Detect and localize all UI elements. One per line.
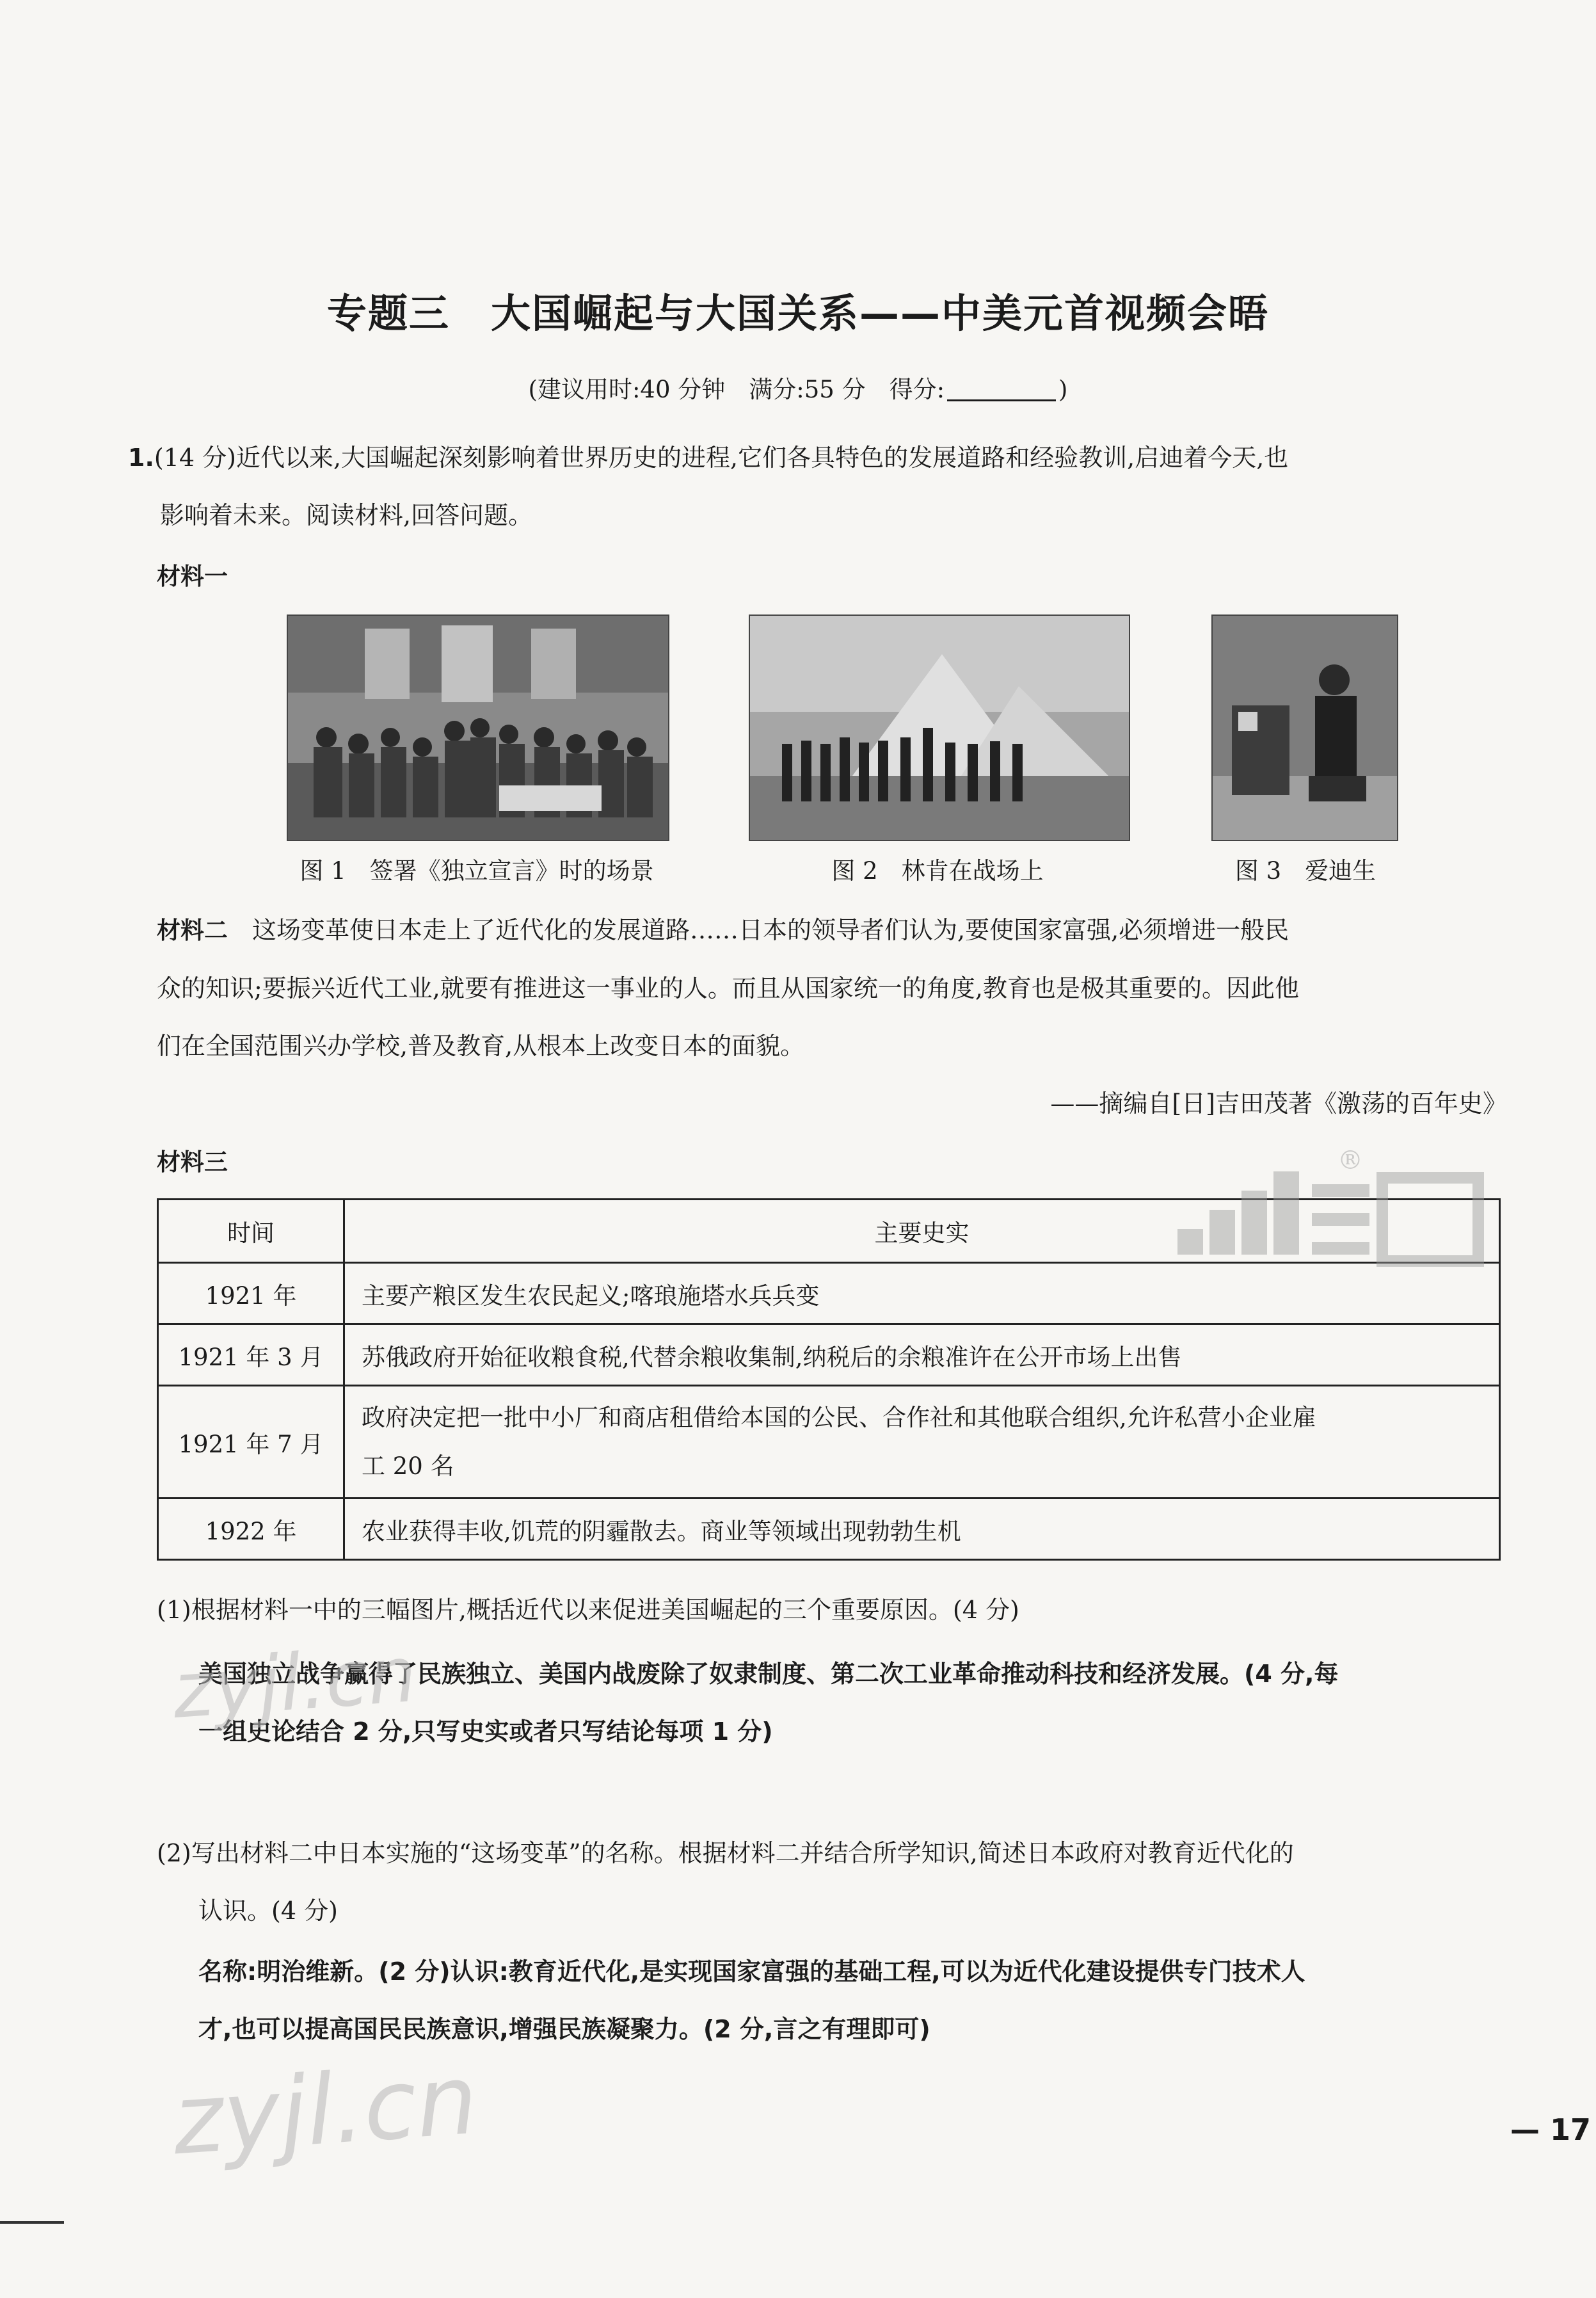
answer-2-line-2: 才,也可以提高国民民族意识,增强民族凝聚力。(2 分,言之有理即可): [198, 2015, 930, 2043]
table-cell-fact: [344, 1386, 1500, 1499]
table-cell-fact: 农业获得丰收,饥荒的阴霾散去。商业等领域出现勃勃生机: [344, 1499, 1500, 1560]
material-2-line-3: 们在全国范围兴办学校,普及教育,从根本上改变日本的面貌。: [157, 1032, 805, 1060]
site-watermark-2: zyjl.cn: [169, 2044, 481, 2177]
table-cell-fact-line-1: 政府决定把一批中小厂和商店租借给本国的公民、合作社和其他联合组织,允许私营小企业雇: [362, 1403, 1316, 1431]
figure-3-caption: 图 3 爱迪生: [1234, 857, 1377, 885]
figure-2-caption: 图 2 林肯在战场上: [831, 857, 1044, 885]
answer-1-line-1: 美国独立战争赢得了民族独立、美国内战废除了奴隶制度、第二次工业革命推动科技和经济发展。(4 分,每: [198, 1660, 1339, 1688]
exam-info-text: (建议用时:40 分钟 满分:55 分 得分:: [528, 376, 945, 403]
material-2-label: 材料二: [157, 917, 228, 944]
page-title: 专题三 大国崛起与大国关系——中美元首视频会晤: [326, 290, 1269, 337]
score-blank: [947, 380, 1056, 401]
table-cell-fact: 主要产粮区发生农民起义;喀琅施塔水兵兵变: [344, 1263, 1500, 1324]
figure-2-image: [749, 615, 1130, 841]
material-2-line-1: 这场变革使日本走上了近代化的发展道路……日本的领导者们认为,要使国家富强,必须增进一般民: [252, 916, 1289, 944]
figure-3-image: [1211, 615, 1398, 841]
bottom-edge-rule: [0, 2221, 64, 2224]
table-row: [158, 1499, 1500, 1560]
publisher-logo-watermark: [1165, 1146, 1497, 1299]
material-2-line-2: 众的知识;要振兴近代工业,就要有推进这一事业的人。而且从国家统一的角度,教育也是极其重要的。因此他: [157, 974, 1299, 1002]
table-cell-time: 1921 年 7 月: [158, 1386, 344, 1499]
page-number-dash: —: [1510, 2112, 1540, 2147]
material-1-label: 材料一: [157, 563, 228, 590]
table-cell-fact: 苏俄政府开始征收粮食税,代替余粮收集制,纳税后的余粮准许在公开市场上出售: [344, 1324, 1500, 1386]
question-2-line-1: (2)写出材料二中日本实施的“这场变革”的名称。根据材料二并结合所学知识,简述日本政府对教育近代化的: [157, 1839, 1294, 1867]
table-row: [158, 1386, 1500, 1499]
table-cell-time: 1921 年: [158, 1263, 344, 1324]
exam-info: [0, 370, 1596, 405]
question-2-line-2: 认识。(4 分): [198, 1897, 338, 1925]
sub-question-2-answer: [198, 1943, 1510, 2058]
registered-mark: ®: [1337, 1146, 1363, 1175]
table-cell-time: 1921 年 3 月: [158, 1324, 344, 1386]
figure-1-caption: 图 1 签署《独立宣言》时的场景: [299, 857, 654, 885]
exam-info-close: ): [1058, 376, 1068, 403]
material-2: [157, 901, 1507, 1132]
table-header-facts: 主要史实: [344, 1200, 1500, 1263]
page-number: [1510, 2112, 1591, 2147]
material-3-label: 材料三: [157, 1148, 228, 1176]
material-2-source: ——摘编自[日]吉田茂著《激荡的百年史》: [1050, 1089, 1507, 1118]
table-cell-time: 1922 年: [158, 1499, 344, 1560]
table-row: [158, 1324, 1500, 1386]
intro-line-1: (14 分)近代以来,大国崛起深刻影响着世界历史的进程,它们各具特色的发展道路和经验教训,启迪着今天,也: [154, 444, 1289, 472]
question-number: 1.: [128, 444, 154, 472]
page-number-value: 17: [1550, 2112, 1592, 2147]
answer-2-line-1: 名称:明治维新。(2 分)认识:教育近代化,是实现国家富强的基础工程,可以为近代化建设提供专门技术人: [198, 1957, 1305, 1986]
table-header-time: 时间: [158, 1200, 344, 1263]
sub-question-1: (1)根据材料一中的三幅图片,概括近代以来促进美国崛起的三个重要原因。(4 分): [157, 1596, 1019, 1624]
table-cell-fact-line-2: 工 20 名: [362, 1452, 454, 1480]
site-watermark-1: zyjl.cn: [170, 1630, 420, 1737]
figure-1-image: [287, 615, 669, 841]
question-1-intro: [128, 429, 1504, 544]
intro-line-2: 影响着未来。阅读材料,回答问题。: [160, 501, 533, 529]
answer-1-line-2: 一组史论结合 2 分,只写史实或者只写结论每项 1 分): [198, 1717, 773, 1746]
sub-question-2: [157, 1824, 1507, 1940]
